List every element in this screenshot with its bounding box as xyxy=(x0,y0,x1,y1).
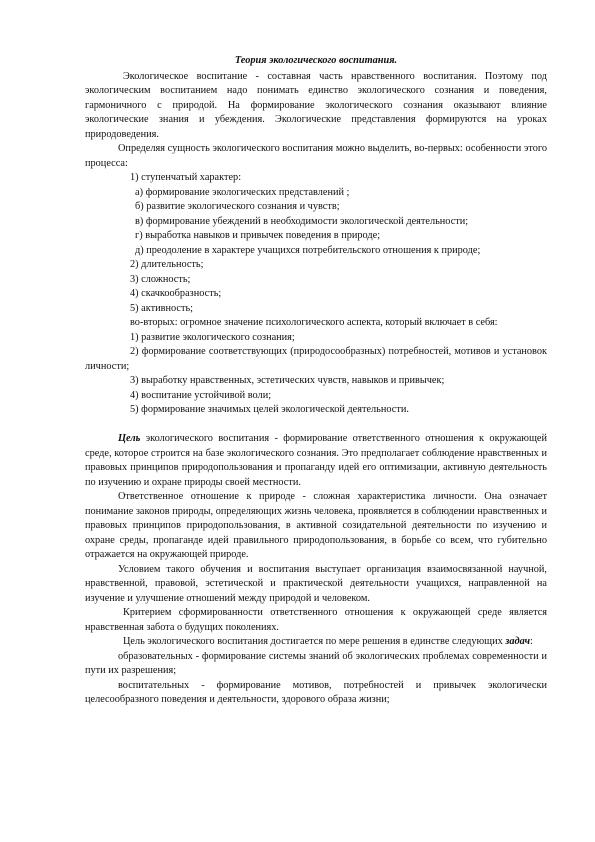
list-item: в) формирование убеждений в необходимости экологической деятельности; xyxy=(135,215,469,227)
document-title: Теория экологического воспитания. xyxy=(234,55,398,66)
paragraph-essence: Определяя сущность экологического воспитания можно выделить, во-первых: особенности этого процесса: xyxy=(85,143,547,169)
list-item: б) развитие экологического сознания и чувств; xyxy=(135,201,340,212)
list-item: 1) ступенчатый характер: xyxy=(130,172,242,183)
list-item: 2) длительность; xyxy=(130,259,204,270)
task-item: воспитательных - формирование мотивов, потребностей и привычек экологически целесообразного поведения и деятельности, здорового образа жизни; xyxy=(85,679,547,705)
goal-term: Цель xyxy=(118,433,141,444)
list-item: 5) активность; xyxy=(130,302,194,314)
psychological-aspect-list xyxy=(85,331,547,418)
paragraph-condition: Условием такого обучения и воспитания выступает организация взаимосвязанной научной, нравственной, правовой, эстетической и практической деятельности учащихся, направленной на изучение и улучшение отношений между природой и человеком. xyxy=(85,563,547,604)
list-item: 3) сложность; xyxy=(130,273,191,285)
list-item: 2) формирование соответствующих (природосообразных) потребностей, мотивов и установок личности; xyxy=(85,346,547,372)
list-item: 3) выработку нравственных, эстетических чувств, навыков и привычек; xyxy=(130,375,445,386)
tasks-list xyxy=(85,650,547,708)
tasks-term: задач xyxy=(505,636,531,647)
process-features-list xyxy=(85,171,547,316)
paragraph-criterion: Критерием сформированности ответственного отношения к окружающей среде является нравственная забота о будущих поколениях. xyxy=(85,607,547,633)
document-page xyxy=(85,54,547,708)
goal-text: экологического воспитания - формирование ответственного отношения к окружающей среде, которое строится на базе экологического сознания. Это предполагает соблюдение нравственных и правовых принципов природопользования и пропаганду идей его оптимизации, активную деятельность по изучению и охране природы своей местности. xyxy=(85,433,547,488)
paragraph-psychological: во-вторых: огромное значение психологического аспекта, который включает в себя: xyxy=(130,317,498,328)
paragraph-intro: Экологическое воспитание - составная часть нравственного воспитания. Поэтому под экологическим воспитанием надо понимать единство экологического сознания и поведения, гармоничного с природой. На формирование экологического сознания оказывают влияние экологические знания и убеждения. Экологические представления формируются на уроках природоведения. xyxy=(85,70,547,140)
list-item: а) формирование экологических представлений ; xyxy=(135,186,350,198)
list-item: 1) развитие экологического сознания; xyxy=(130,331,295,343)
list-item: г) выработка навыков и привычек поведения в природе; xyxy=(135,230,381,241)
paragraph-responsible-attitude: Ответственное отношение к природе - сложная характеристика личности. Она означает понимание законов природы, определяющих жизнь человека, проявляется в соблюдении нравственных и правовых принципов природопользования, в активной созидательной деятельности по изучению и охране среды, пропаганде идей правильного природопользования, в борьбе со всем, что губительно отражается на окружающей природе. xyxy=(85,491,547,560)
list-item: д) преодоление в характере учащихся потребительского отношения к природе; xyxy=(135,244,481,256)
paragraph-tasks-intro xyxy=(85,635,547,650)
paragraph-goal xyxy=(85,432,547,490)
list-item: 4) воспитание устойчивой воли; xyxy=(130,389,272,401)
list-item: 4) скачкообразность; xyxy=(130,288,222,299)
tasks-intro-colon: : xyxy=(530,636,533,647)
spacer xyxy=(85,418,547,433)
task-item: образовательных - формирование системы знаний об экологических проблемах современности и пути их разрешения; xyxy=(85,650,547,676)
list-item: 5) формирование значимых целей экологической деятельности. xyxy=(130,404,409,415)
tasks-intro-text: Цель экологического воспитания достигается по мере решения в единстве следующих xyxy=(123,636,506,647)
